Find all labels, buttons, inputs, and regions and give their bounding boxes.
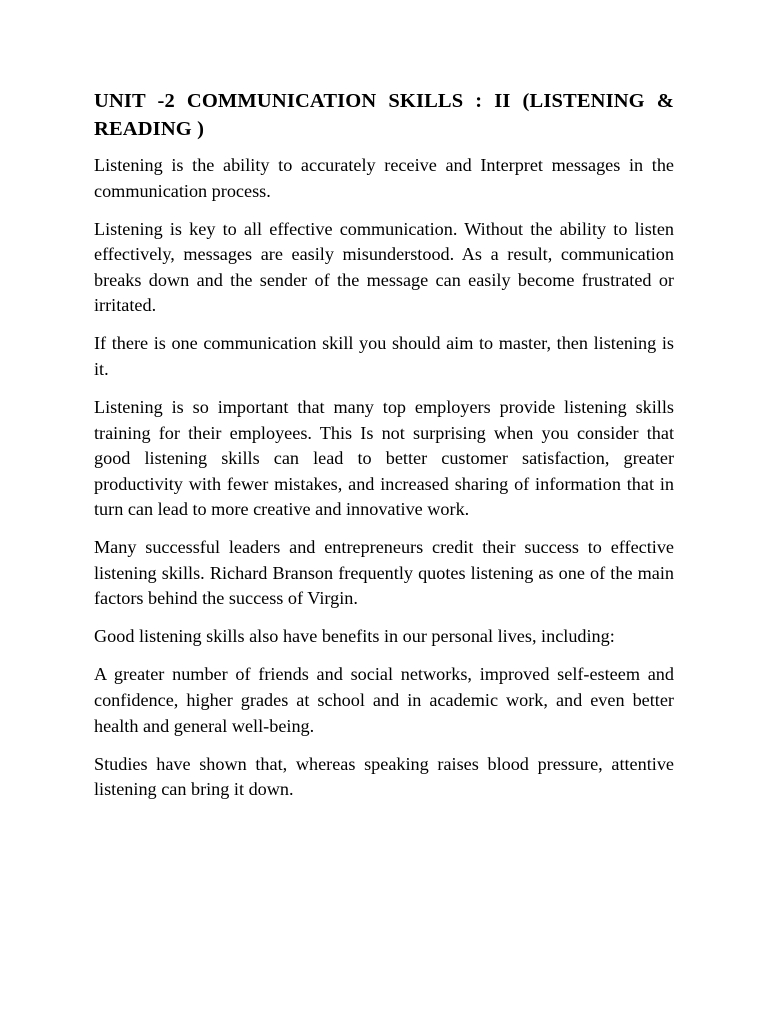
paragraph-master-skill: If there is one communication skill you should aim to master, then listening is it. [94,333,674,379]
paragraph-employers-training: Listening is so important that many top employers provide listening skills training for their employees. This Is not surprising when you consider that good listening skills can lead to better customer satisfaction, greater productivity with fewer mistakes, and increased sharing of information that in turn can lead to more creative and innovative work. [94,396,674,520]
paragraph-listening-key: Listening is key to all effective communication. Without the ability to listen effectively, messages are easily misunderstood. As a result, communication breaks down and the sender of the message can easily become frustrated or irritated. [94,218,674,316]
page-title: UNIT -2 COMMUNICATION SKILLS : II (LISTENING & READING ) [94,90,674,140]
paragraph-benefits-list: A greater number of friends and social networks, improved self-esteem and confidence, higher grades at school and in academic work, and even better health and general well-being. [94,664,674,736]
document-page [94,87,674,815]
paragraph-listening-definition: Listening is the ability to accurately receive and Interpret messages in the communication process. [94,155,674,201]
paragraph-personal-benefits: Good listening skills also have benefits in our personal lives, including: [94,626,615,647]
paragraph-blood-pressure: Studies have shown that, whereas speaking raises blood pressure, attentive listening can bring it down. [94,753,674,800]
paragraph-successful-leaders: Many successful leaders and entrepreneurs credit their success to effective listening skills. Richard Branson frequently quotes listening as one of the main factors behind the success of Virgin. [94,537,674,609]
